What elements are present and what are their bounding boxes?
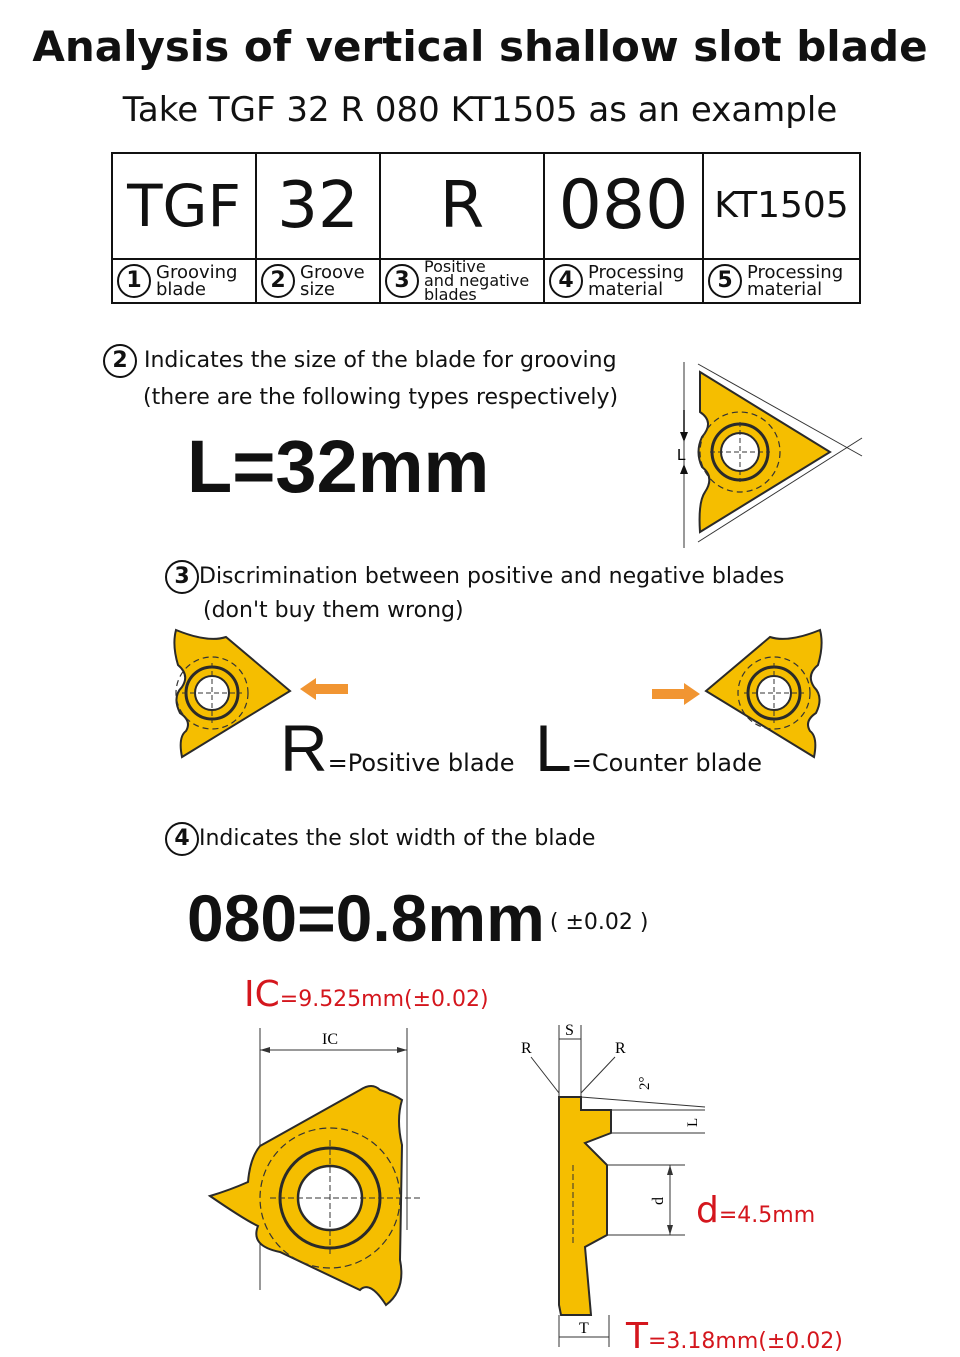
arrow-down-icon <box>680 432 688 442</box>
code-cell-r: R <box>380 153 544 259</box>
slot-width-formula: 080=0.8mm <box>187 881 545 955</box>
caption-cell-5: 5 Processing material <box>703 259 860 303</box>
positive-blade-diagram <box>168 625 298 760</box>
section3-subheading: (don't buy them wrong) <box>203 598 464 623</box>
t-drawing-label: T <box>579 1320 589 1337</box>
counter-blade-label: L=Counter blade <box>535 711 762 785</box>
code-cell-32: 32 <box>256 153 380 259</box>
caption-cell-1: 1 Grooving blade <box>112 259 256 303</box>
caption-cell-2: 2 Groove size <box>256 259 380 303</box>
arrow-up-icon <box>680 464 688 474</box>
caption-cell-3: 3 Positive and negative blades <box>380 259 544 303</box>
arrow-right-icon <box>650 683 700 705</box>
caption-cell-4: 4 Processing material <box>544 259 703 303</box>
r-drawing-label-left: R <box>521 1040 532 1057</box>
d-dimension: d=4.5mm <box>696 1190 816 1231</box>
positive-blade-label: R=Positive blade <box>280 711 515 785</box>
section2-heading: 2 Indicates the size of the blade for grooving <box>103 344 617 378</box>
ic-dimension: IC=9.525mm(±0.02) <box>244 974 489 1015</box>
blade-front-drawing <box>200 1020 440 1320</box>
angle-label: 2° <box>637 1076 653 1090</box>
page-subtitle: Take TGF 32 R 080 KT1505 as an example <box>122 90 838 130</box>
groove-size-formula: L=32mm <box>187 425 490 508</box>
r-drawing-label-right: R <box>615 1040 626 1057</box>
number-badge: 3 <box>385 264 419 298</box>
section3-heading: 3 Discrimination between positive and negative blades <box>165 560 784 594</box>
slot-width-tolerance: ( ±0.02 ) <box>549 910 649 935</box>
length-label: L <box>677 447 686 464</box>
s-drawing-label: S <box>565 1022 574 1039</box>
number-badge: 4 <box>549 264 583 298</box>
blade-side-drawing <box>515 1015 715 1350</box>
number-badge: 1 <box>117 264 151 298</box>
code-breakdown-table <box>111 152 861 304</box>
number-badge: 2 <box>103 344 137 378</box>
code-cell-kt1505: KT1505 <box>703 153 860 259</box>
slot-width-formula-row <box>187 880 648 956</box>
page-title: Analysis of vertical shallow slot blade <box>32 22 928 71</box>
d-drawing-label: d <box>650 1197 667 1205</box>
blade-size-diagram <box>640 352 870 552</box>
number-badge: 3 <box>165 560 199 594</box>
number-badge: 5 <box>708 264 742 298</box>
section4-heading: 4 Indicates the slot width of the blade <box>165 822 595 856</box>
code-cell-tgf: TGF <box>112 153 256 259</box>
arrow-left-icon <box>300 678 350 700</box>
code-cell-080: 080 <box>544 153 703 259</box>
number-badge: 4 <box>165 822 199 856</box>
l-drawing-label: L <box>685 1117 701 1127</box>
ic-drawing-label: IC <box>322 1031 338 1048</box>
number-badge: 2 <box>261 264 295 298</box>
t-dimension: T=3.18mm(±0.02) <box>626 1316 843 1357</box>
section2-subheading: (there are the following types respectively) <box>143 385 619 410</box>
